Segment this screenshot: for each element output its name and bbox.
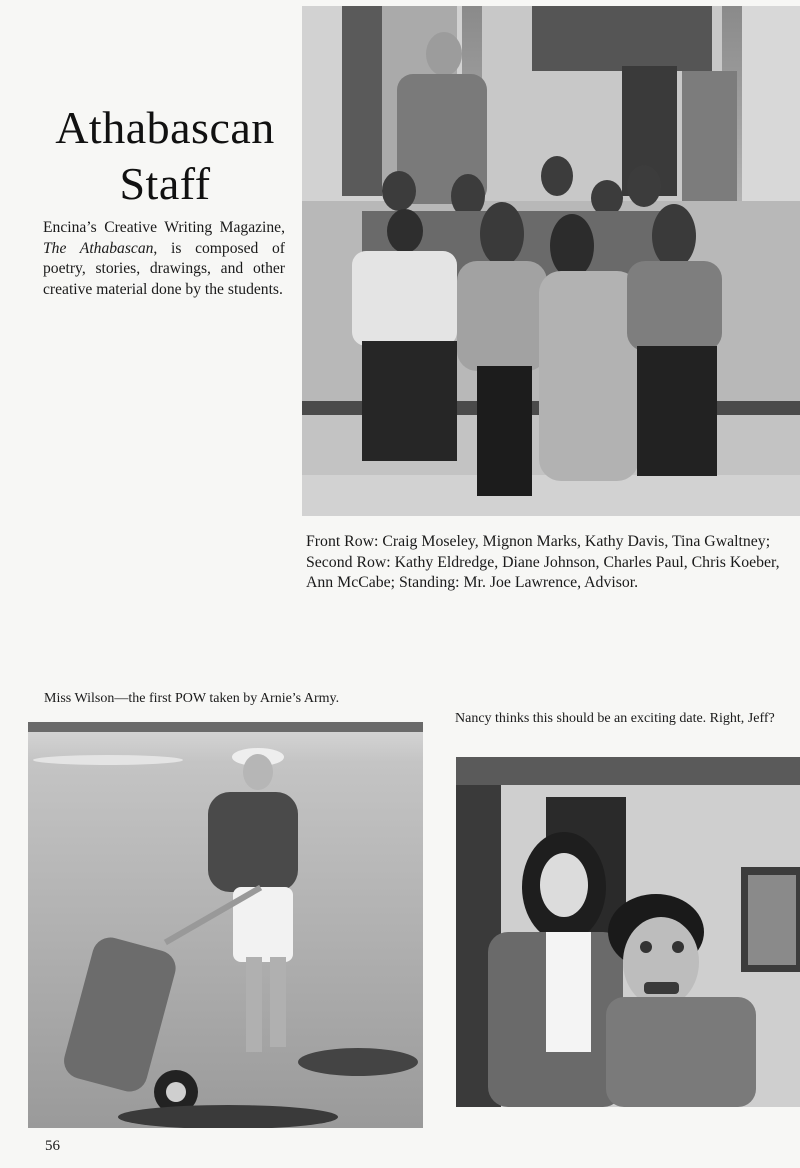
group-photo-image — [302, 6, 800, 516]
magazine-name: The Athabascan — [43, 239, 154, 257]
golf-caption-text: Miss Wilson—the first POW taken by Arnie’s Army. — [44, 691, 340, 706]
title-line-1: Athabascan — [55, 102, 275, 153]
golf-photo-caption — [44, 690, 424, 707]
date-caption-text: Nancy thinks this should be an exciting date. Right, Jeff? — [455, 711, 775, 726]
group-photo — [302, 6, 800, 516]
page-number: 56 — [45, 1138, 60, 1154]
title-line-2: Staff — [119, 158, 211, 209]
date-photo — [456, 757, 800, 1107]
date-photo-caption — [455, 710, 800, 727]
intro-paragraph — [43, 218, 285, 300]
group-caption-text: Front Row: Craig Moseley, Mignon Marks, Kathy Davis, Tina Gwaltney; Second Row: Kathy Eldredge, Diane Johnson, Charles Paul, Chris Koeber, Ann McCabe; Standing: Mr. Joe Lawrence, Advisor. — [306, 533, 780, 591]
golf-photo — [28, 722, 423, 1128]
intro-text-after: , is composed of poetry, stories, drawings, and other creative material done by the students. — [43, 239, 285, 298]
golf-photo-image — [28, 722, 423, 1128]
page-title — [30, 100, 300, 212]
group-photo-caption — [306, 532, 800, 594]
date-photo-image — [456, 757, 800, 1107]
intro-text-before: Encina’s Creative Writing Magazine, — [43, 219, 285, 236]
